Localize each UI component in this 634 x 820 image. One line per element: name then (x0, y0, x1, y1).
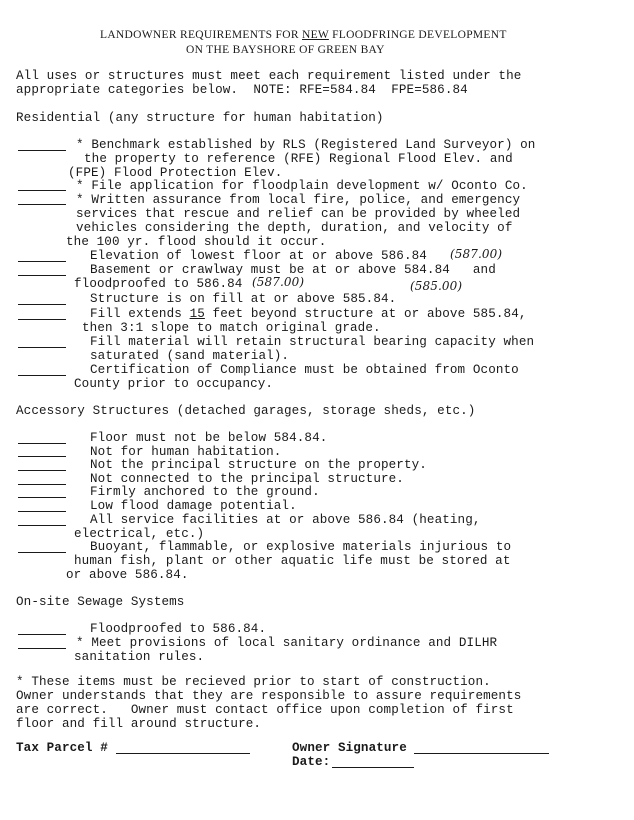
sewage-item: Floodproofed to 586.84. (90, 622, 267, 636)
residential-item: the 100 yr. flood should it occur. (66, 235, 327, 249)
accessory-item: Firmly anchored to the ground. (90, 485, 320, 499)
owner-signature-field[interactable] (414, 753, 549, 754)
residential-item: Structure is on fill at or above 585.84. (90, 292, 397, 306)
accessory-item: Not for human habitation. (90, 445, 282, 459)
date-field[interactable] (332, 767, 414, 768)
blank-line (18, 204, 66, 205)
title-new: NEW (302, 29, 329, 41)
intro-line-1: All uses or structures must meet each requirement listed under the (16, 69, 522, 83)
blank-line (18, 304, 66, 305)
sewage-item: sanitation rules. (74, 650, 205, 664)
residential-item: Basement or crawlway must be at or above 584.84 and (90, 263, 496, 277)
blank-line (18, 497, 66, 498)
fill-text-a: Fill extends (90, 307, 190, 321)
footer-line: * These items must be recieved prior to start of construction. (16, 675, 491, 689)
fill-distance: 15 (189, 307, 205, 321)
intro-line-2: appropriate categories below. NOTE: RFE=584.84 FPE=586.84 (16, 83, 468, 97)
tax-parcel-field[interactable] (116, 753, 250, 754)
accessory-item: or above 586.84. (66, 568, 189, 582)
accessory-item: Buoyant, flammable, or explosive materials injurious to (90, 540, 512, 554)
residential-item: saturated (sand material). (90, 349, 290, 363)
blank-line (18, 525, 66, 526)
owner-signature-label: Owner Signature (292, 741, 407, 755)
residential-item: * File application for floodplain development w/ Oconto Co. (76, 179, 528, 193)
blank-line (18, 470, 66, 471)
residential-item: * Written assurance from local fire, police, and emergency (76, 193, 521, 207)
blank-line (18, 511, 66, 512)
tax-parcel-label: Tax Parcel # (16, 741, 108, 755)
blank-line (18, 634, 66, 635)
residential-item: Certification of Compliance must be obtained from Oconto (90, 363, 519, 377)
fill-text-b: feet beyond structure at or above 585.84, (204, 307, 527, 321)
title-prefix: LANDOWNER REQUIREMENTS FOR (100, 29, 302, 41)
blank-line (18, 150, 66, 151)
blank-line (18, 443, 66, 444)
residential-item: floodproofed to 586.84 (74, 277, 243, 291)
blank-line (18, 347, 66, 348)
blank-line (18, 484, 66, 485)
residential-item: services that rescue and relief can be provided by wheeled (76, 207, 521, 221)
blank-line (18, 275, 66, 276)
footer-line: Owner understands that they are responsible to assure requirements (16, 689, 522, 703)
title-line-1 (100, 28, 507, 42)
accessory-item: Floor must not be below 584.84. (90, 431, 328, 445)
residential-item: the property to reference (RFE) Regional Flood Elev. and (84, 152, 513, 166)
accessory-item: All service facilities at or above 586.84 (heating, (90, 513, 481, 527)
accessory-item: human fish, plant or other aquatic life must be stored at (74, 554, 511, 568)
handwritten-basement: (585.00) (410, 279, 463, 293)
residential-item: Elevation of lowest floor at or above 586.84 (90, 249, 427, 263)
residential-item: County prior to occupancy. (74, 377, 274, 391)
accessory-item: Not connected to the principal structure. (90, 472, 404, 486)
blank-line (18, 375, 66, 376)
residential-item (90, 307, 527, 321)
residential-item: * Benchmark established by RLS (Registered Land Surveyor) on (76, 138, 536, 152)
residential-item: Fill material will retain structural bearing capacity when (90, 335, 535, 349)
accessory-item: electrical, etc.) (74, 527, 205, 541)
sewage-heading: On-site Sewage Systems (16, 595, 185, 609)
sewage-item: * Meet provisions of local sanitary ordinance and DILHR (76, 636, 498, 650)
footer-line: floor and fill around structure. (16, 717, 262, 731)
blank-line (18, 552, 66, 553)
residential-item: vehicles considering the depth, duration, and velocity of (76, 221, 513, 235)
residential-item: then 3:1 slope to match original grade. (82, 321, 381, 335)
residential-heading: Residential (any structure for human habitation) (16, 111, 384, 125)
blank-line (18, 648, 66, 649)
accessory-heading: Accessory Structures (detached garages, storage sheds, etc.) (16, 404, 476, 418)
footer-line: are correct. Owner must contact office upon completion of first (16, 703, 514, 717)
blank-line (18, 261, 66, 262)
blank-line (18, 319, 66, 320)
accessory-item: Not the principal structure on the property. (90, 458, 427, 472)
title-line-2: ON THE BAYSHORE OF GREEN BAY (186, 44, 385, 56)
handwritten-floodproof: (587.00) (252, 275, 305, 289)
title-suffix: FLOODFRINGE DEVELOPMENT (328, 29, 507, 41)
handwritten-elevation: (587.00) (450, 247, 503, 261)
blank-line (18, 190, 66, 191)
accessory-item: Low flood damage potential. (90, 499, 297, 513)
residential-item: (FPE) Flood Protection Elev. (68, 166, 283, 180)
date-label: Date: (292, 755, 331, 769)
blank-line (18, 456, 66, 457)
